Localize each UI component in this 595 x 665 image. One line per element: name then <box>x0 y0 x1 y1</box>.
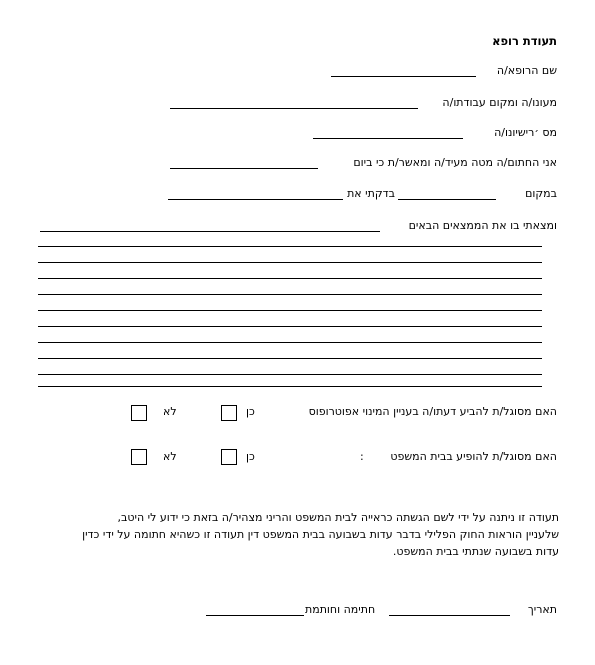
document-title: תעודת רופא <box>492 34 557 48</box>
address-field[interactable] <box>170 108 418 109</box>
declaration-date-field[interactable] <box>170 168 318 169</box>
question-guardian-yes-checkbox[interactable] <box>221 405 237 421</box>
examined-label: בדקתי את <box>347 187 395 200</box>
findings-first-line[interactable] <box>40 231 380 232</box>
question-guardian-no-checkbox[interactable] <box>131 405 147 421</box>
question-court-text: האם מסוגל/ת להופיע בבית המשפט <box>390 450 557 463</box>
question-guardian-text: האם מסוגל/ת להביע דעתו/ה בעניין המינוי אפוטרופוס <box>308 405 557 418</box>
license-label: מס ׳רישיונו/ה <box>494 126 557 139</box>
statement-paragraph <box>39 509 559 560</box>
findings-line[interactable] <box>38 358 542 359</box>
question-court-colon: : <box>360 450 364 463</box>
place-label: במקום <box>525 187 557 200</box>
findings-line[interactable] <box>38 310 542 311</box>
signature-field[interactable] <box>206 615 304 616</box>
question-court-yes-checkbox[interactable] <box>221 449 237 465</box>
findings-line[interactable] <box>38 278 542 279</box>
findings-line[interactable] <box>38 374 542 375</box>
question-court-no-checkbox[interactable] <box>131 449 147 465</box>
date-field[interactable] <box>389 615 510 616</box>
findings-line[interactable] <box>38 326 542 327</box>
question-guardian-yes-label: כן <box>246 405 255 418</box>
examined-field[interactable] <box>168 199 343 200</box>
findings-line[interactable] <box>38 246 542 247</box>
statement-line: עדות בשבועה שנתתי בבית המשפט. <box>392 545 559 558</box>
question-court-no-label: לא <box>163 450 177 463</box>
address-label: מעונו/ה ומקום עבודתו/ה <box>442 96 557 109</box>
question-guardian-no-label: לא <box>163 405 177 418</box>
statement-line: שלעניין הוראות החוק הפלילי בדבר עדות בשבועה בבית המשפט דין תעודה זו כשהיא חתומה על ידי כדין <box>82 528 559 541</box>
findings-line[interactable] <box>38 294 542 295</box>
place-field[interactable] <box>398 199 496 200</box>
date-label: תאריך <box>527 603 557 616</box>
signature-label: חתימה וחותמת <box>305 603 376 616</box>
findings-line[interactable] <box>38 342 542 343</box>
findings-line[interactable] <box>38 386 542 387</box>
doctor-name-field[interactable] <box>331 76 476 77</box>
findings-label: ומצאתי בו את הממצאים הבאים <box>408 219 557 232</box>
declaration-label: אני החתום/ה מטה מעיד/ה ומאשר/ת כי ביום <box>353 156 557 169</box>
findings-line[interactable] <box>38 262 542 263</box>
statement-line: תעודה זו ניתנה על ידי לשם הגשתה כראייה לבית המשפט והריני מצהיר/ה בזאת כי ידוע לי היטב, <box>117 511 559 524</box>
license-field[interactable] <box>313 138 463 139</box>
doctor-name-label: שם הרופא/ה <box>496 64 557 77</box>
question-court-yes-label: כן <box>246 450 255 463</box>
